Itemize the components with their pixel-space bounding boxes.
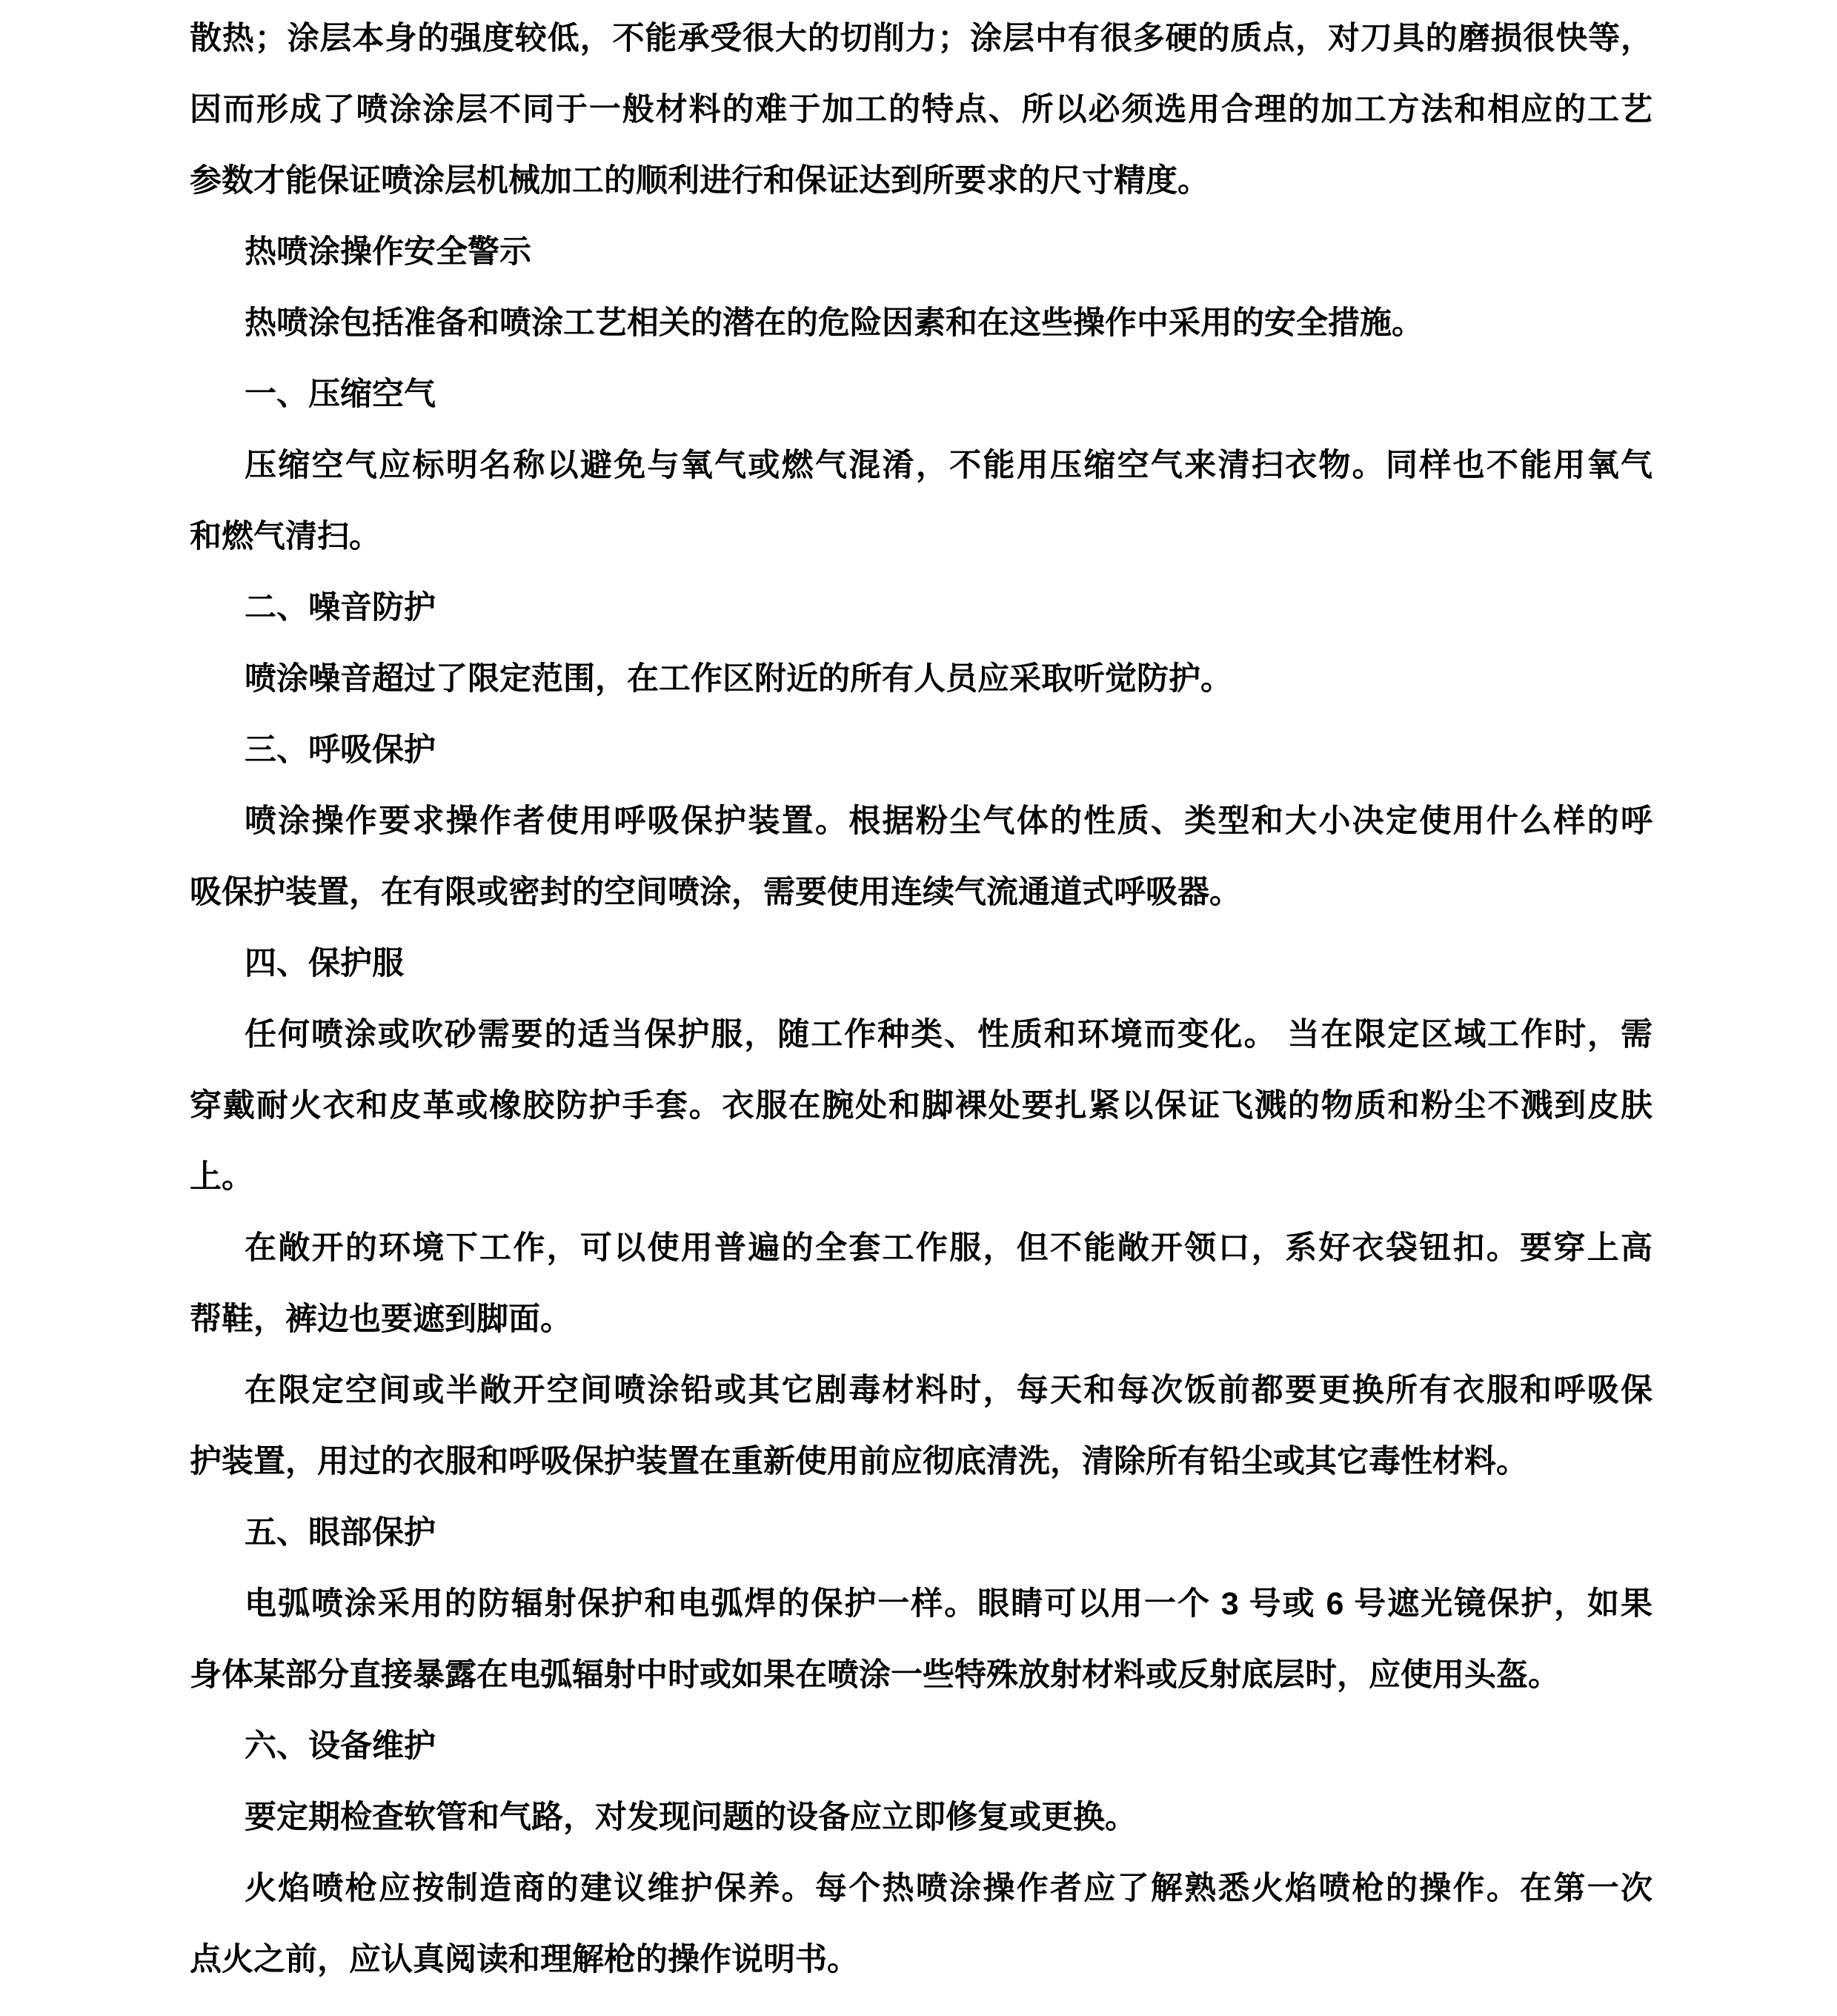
body-text-line: 电弧喷涂采用的防辐射保护和电弧焊的保护一样。眼睛可以用一个 3 号或 6 号遮光镜保护，如果 xyxy=(245,1586,1652,1622)
body-text-line: 要定期检查软管和气路，对发现问题的设备应立即修复或更换。 xyxy=(245,1800,1137,1835)
body-text-line: 压缩空气应标明名称以避免与氧气或燃气混淆，不能用压缩空气来清扫衣物。同样也不能用氧气 xyxy=(245,448,1652,483)
body-text-line: 上。 xyxy=(190,1159,253,1195)
section-heading-line: 四、保护服 xyxy=(245,946,404,981)
body-text-line: 喷涂噪音超过了限定范围，在工作区附近的所有人员应采取听觉防护。 xyxy=(245,661,1232,697)
section-heading-line: 五、眼部保护 xyxy=(245,1515,436,1551)
body-text-line: 护装置，用过的衣服和呼吸保护装置在重新使用前应彻底清洗，清除所有铅尘或其它毒性材料。 xyxy=(190,1444,1528,1479)
body-text-line: 火焰喷枪应按制造商的建议维护保养。每个热喷涂操作者应了解熟悉火焰喷枪的操作。在第一次 xyxy=(245,1871,1652,1906)
section-heading-line: 一、压缩空气 xyxy=(245,377,436,412)
body-text-line: 因而形成了喷涂涂层不同于一般材料的难于加工的特点、所以必须选用合理的加工方法和相应的工艺 xyxy=(190,92,1652,127)
body-text-line: 散热；涂层本身的强度较低，不能承受很大的切削力；涂层中有很多硬的质点，对刀具的磨损很快等， xyxy=(190,21,1652,56)
body-text-line: 穿戴耐火衣和皮革或橡胶防护手套。衣服在腕处和脚裸处要扎紧以保证飞溅的物质和粉尘不溅到皮肤 xyxy=(190,1088,1652,1124)
body-text-line: 和燃气清扫。 xyxy=(190,519,381,554)
body-text-line: 热喷涂包括准备和喷涂工艺相关的潜在的危险因素和在这些操作中采用的安全措施。 xyxy=(245,305,1424,341)
body-text-line: 帮鞋，裤边也要遮到脚面。 xyxy=(190,1302,572,1337)
body-text-line: 点火之前，应认真阅读和理解枪的操作说明书。 xyxy=(190,1942,859,1977)
body-text-line: 吸保护装置，在有限或密封的空间喷涂，需要使用连续气流通道式呼吸器。 xyxy=(190,875,1241,910)
body-text-line: 在敞开的环境下工作，可以使用普遍的全套工作服，但不能敞开领口，系好衣袋钮扣。要穿上高 xyxy=(245,1230,1652,1266)
body-text-line: 喷涂操作要求操作者使用呼吸保护装置。根据粉尘气体的性质、类型和大小决定使用什么样的呼 xyxy=(245,803,1652,839)
body-text-line: 身体某部分直接暴露在电弧辐射中时或如果在喷涂一些特殊放射材料或反射底层时，应使用头盔。 xyxy=(190,1657,1560,1693)
section-heading-line: 三、呼吸保护 xyxy=(245,732,436,768)
section-heading-line: 二、噪音防护 xyxy=(245,590,436,626)
body-text-line: 在限定空间或半敞开空间喷涂铅或其它剧毒材料时，每天和每次饭前都要更换所有衣服和呼吸保 xyxy=(245,1373,1652,1408)
body-text-line: 任何喷涂或吹砂需要的适当保护服，随工作种类、性质和环境而变化。 当在限定区域工作时，需 xyxy=(245,1017,1652,1052)
section-heading-line: 六、设备维护 xyxy=(245,1728,436,1764)
document-subtitle-line: 热喷涂操作安全警示 xyxy=(245,234,531,270)
body-text-line: 参数才能保证喷涂层机械加工的顺利进行和保证达到所要求的尺寸精度。 xyxy=(190,163,1209,199)
